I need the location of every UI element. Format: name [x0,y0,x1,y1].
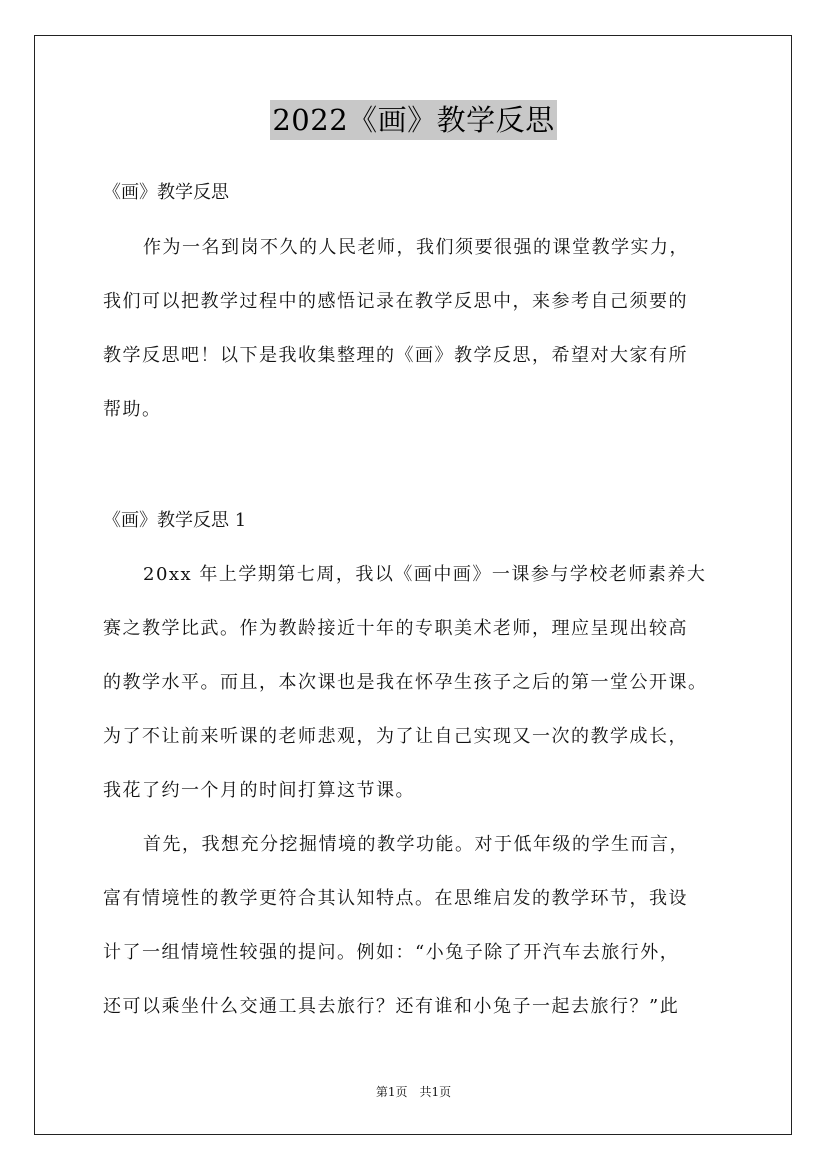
paragraph-line: 计了一组情境性较强的提问。例如：“小兔子除了开汽车去旅行外， [103,942,680,963]
paragraph-line: 还可以乘坐什么交通工具去旅行？还有谁和小兔子一起去旅行？”此 [103,996,680,1017]
paragraph-line: 首先，我想充分挖掘情境的教学功能。对于低年级的学生而言， [143,834,689,855]
intro-line: 我们可以把教学过程中的感悟记录在教学反思中，来参考自己须要的 [103,291,688,312]
intro-line: 作为一名到岗不久的人民老师，我们须要很强的课堂教学实力， [143,237,689,258]
paragraph-line: 的教学水平。而且，本次课也是我在怀孕生孩子之后的第一堂公开课。 [103,672,708,693]
intro-line: 帮助。 [103,399,162,420]
intro-line: 教学反思吧！以下是我收集整理的《画》教学反思，希望对大家有所 [103,345,688,366]
title-wrapper [0,100,827,140]
paragraph-line: 20xx 年上学期第七周，我以《画中画》一课参与学校老师素养大 [143,564,707,585]
section-heading: 《画》教学反思 1 [103,510,247,531]
paragraph-line: 富有情境性的教学更符合其认知特点。在思维启发的教学环节，我设 [103,888,688,909]
paragraph-line: 赛之教学比武。作为教龄接近十年的专职美术老师，理应呈现出较高 [103,618,688,639]
paragraph-line: 我花了约一个月的时间打算这节课。 [103,780,415,801]
document-title: 2022《画》教学反思 [270,100,556,140]
page-footer: 第1页 共1页 [375,1085,452,1099]
subtitle: 《画》教学反思 [103,182,229,203]
paragraph-line: 为了不让前来听课的老师悲观，为了让自己实现又一次的教学成长， [103,726,688,747]
